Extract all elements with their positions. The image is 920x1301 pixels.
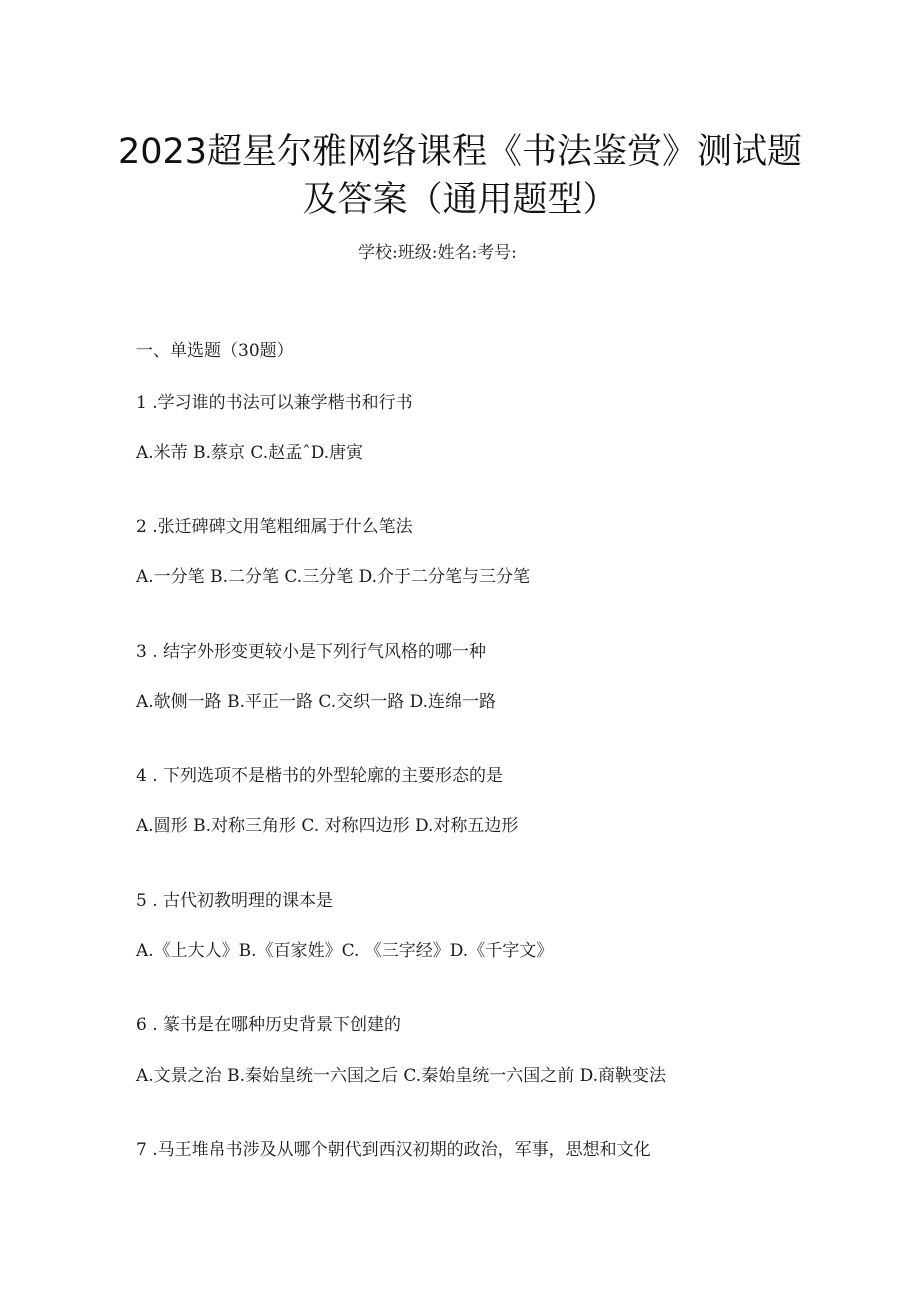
question-3: 3 . 结字外形变更较小是下列行气风格的哪一种 (136, 642, 487, 662)
question-6-options: A.文景之治 B.秦始皇统一六国之后 C.秦始皇统一六国之前 D.商鞅变法 (136, 1066, 667, 1086)
question-2: 2 .张迁碑碑文用笔粗细属于什么笔法 (136, 517, 413, 537)
question-5-options: A.《上大人》B.《百家姓》C. 《三字经》D.《千字文》 (136, 941, 554, 961)
document-title-line-2: 及答案（通用题型） (302, 180, 618, 220)
student-info-fields: 学校:班级:姓名:考号: (358, 243, 517, 263)
document-title-line-1: 2023超星尔雅网络课程《书法鉴赏》测试题 (117, 132, 803, 172)
question-3-options: A.欹侧一路 B.平正一路 C.交织一路 D.连绵一路 (136, 692, 497, 712)
question-6: 6 . 篆书是在哪种历史背景下创建的 (136, 1015, 402, 1035)
section-heading: 一、单选题（30题） (136, 341, 294, 361)
question-5: 5 . 古代初教明理的课本是 (136, 891, 334, 911)
question-2-options: A.一分笔 B.二分笔 C.三分笔 D.介于二分笔与三分笔 (136, 567, 531, 587)
question-7: 7 .马王堆帛书涉及从哪个朝代到西汉初期的政治，军事，思想和文化 (136, 1140, 651, 1160)
question-1: 1 .学习谁的书法可以兼学楷书和行书 (136, 393, 413, 413)
question-4-options: A.圆形 B.对称三角形 C. 对称四边形 D.对称五边形 (136, 816, 519, 836)
question-1-options: A.米芾 B.蔡京 C.赵孟ˆD.唐寅 (136, 443, 364, 463)
question-4: 4 . 下列选项不是楷书的外型轮廓的主要形态的是 (136, 766, 504, 786)
